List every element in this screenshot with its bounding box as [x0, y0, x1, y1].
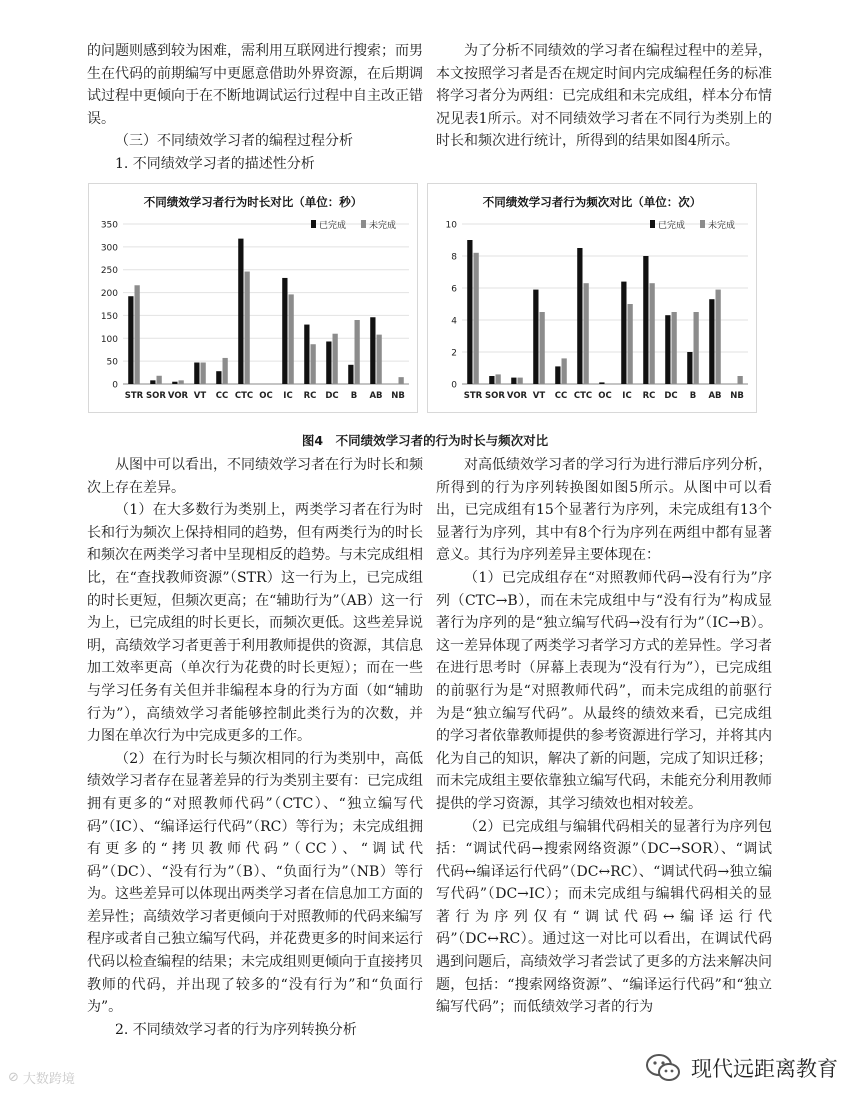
y-tick-label: 10: [445, 220, 457, 231]
x-tick-label: VOR: [167, 391, 189, 401]
bar-incomplete-vt: [540, 312, 545, 384]
bar-incomplete-ctc: [584, 283, 589, 384]
x-tick-label: STR: [463, 391, 483, 401]
x-tick-label: VT: [193, 391, 207, 401]
bar-completed-dc: [665, 315, 670, 384]
y-tick-label: 200: [100, 289, 118, 300]
frequency-chart-svg: [428, 184, 756, 412]
chart-title: 不同绩效学习者行为时长对比（单位：秒）: [143, 195, 363, 209]
bar-completed-cc: [555, 366, 560, 384]
bar-incomplete-vor: [518, 378, 523, 384]
y-tick-label: 6: [451, 284, 457, 295]
bar-completed-rc: [643, 256, 648, 384]
legend-swatch: [361, 220, 366, 228]
paragraph: （2）在行为时长与频次相同的行为类别中，高低绩效学习者存在显著差异的行为类别主要有：已完成组拥有更多的“对照教师代码”（CTC）、“独立编写代码”（IC）、“编译运行代码”（RC）等行为；未完成组拥有更多的“拷贝教师代码”（CC）、“调试代码”（DC）、“没有行为”（B）、“负面行为”（NB）等行为。这些差异可以体现出两类学习者在信息加工方面的差异性；高绩效学习者更倾向于对照教师的代码来编写程序或者自己独立编写代码，并花费更多的时间来运行代码以检查编程的结果；未完成组则更倾向于直接拷贝教师的代码，并出现了较多的“没有行为”和“负面行为”。: [87, 750, 423, 1016]
watermark-left: [8, 1068, 75, 1087]
bar-incomplete-vor: [179, 380, 184, 384]
bar-incomplete-str: [135, 285, 140, 384]
bar-completed-b: [687, 352, 692, 384]
x-tick-label: NB: [391, 391, 405, 401]
x-tick-label: IC: [622, 391, 632, 401]
bar-incomplete-ab: [716, 290, 721, 384]
bar-incomplete-ctc: [245, 272, 250, 384]
paragraph: 的问题则感到较为困难，需利用互联网进行搜索；而男生在代码的前期编写中更愿意借助外界资源，在后期调试过程中更倾向于在不断地调试运行过程中自主改正错误。: [87, 43, 423, 127]
x-tick-label: B: [689, 391, 697, 401]
figure-caption: 图4 不同绩效学习者的行为时长与频次对比: [301, 433, 549, 448]
duration-chart-svg: [89, 184, 417, 412]
bar-incomplete-str: [474, 253, 479, 384]
bar-completed-vt: [194, 363, 199, 384]
x-tick-label: STR: [124, 391, 144, 401]
y-tick-label: 350: [100, 220, 118, 231]
paragraph: （1）在大多数行为类别上，两类学习者在行为时长和行为频次上保持相同的趋势，但有两类行为的时长和频次在两类学习者中呈现相反的趋势。与未完成组相比，在“查找教师资源”（STR）这一行为上，已完成组的时长更短，但频次更高；在“辅助行为”（AB）这一行为上，已完成组的时长更长，而频次更低。这些差异说明，高绩效学习者更善于利用教师提供的资源，其信息加工效率更高（单次行为花费的时长更短）；而在一些与学习任务有关但并非编程本身的行为方面（如“辅助行为”），高绩效学习者能够控制此类行为的次数，并力图在单次行为中完成更多的工作。: [87, 502, 423, 745]
watermark-right-text: 现代远距离教育: [691, 1057, 838, 1081]
bar-completed-rc: [304, 325, 309, 384]
y-tick-label: 100: [100, 334, 118, 345]
bar-completed-oc: [599, 382, 604, 384]
bar-incomplete-cc: [223, 358, 228, 384]
bar-incomplete-b: [355, 320, 360, 384]
x-tick-label: AB: [369, 391, 383, 401]
paragraph: 对高低绩效学习者的学习行为进行滞后序列分析，所得到的行为序列转换图如图5所示。从图中可以看出，已完成组有15个显著行为序列，未完成组有13个显著行为序列，其中有8个行为序列在两组中都有显著意义。其行为序列差异主要体现在：: [436, 457, 772, 564]
frequency-chart: [427, 183, 757, 413]
legend-label: 已完成: [658, 221, 686, 231]
bar-completed-dc: [326, 341, 331, 384]
bar-incomplete-nb: [399, 377, 404, 384]
x-tick-label: SOR: [146, 391, 166, 401]
x-tick-label: RC: [642, 391, 656, 401]
bar-completed-ab: [370, 317, 375, 384]
bar-incomplete-ic: [628, 304, 633, 384]
bar-incomplete-ab: [377, 335, 382, 384]
y-tick-label: 0: [112, 380, 118, 391]
legend-label: 已完成: [319, 221, 347, 231]
bar-completed-b: [348, 365, 353, 384]
bar-incomplete-vt: [201, 363, 206, 384]
x-tick-label: DC: [664, 391, 678, 401]
bar-incomplete-dc: [672, 312, 677, 384]
x-tick-label: CTC: [573, 391, 593, 401]
bar-completed-ab: [709, 299, 714, 384]
y-tick-label: 0: [451, 380, 457, 391]
legend-label: 未完成: [369, 221, 397, 231]
y-tick-label: 150: [100, 311, 118, 322]
bar-completed-str: [467, 240, 472, 384]
right-top-text: [436, 40, 772, 153]
bar-completed-str: [128, 296, 133, 384]
x-tick-label: DC: [325, 391, 339, 401]
x-tick-label: CC: [215, 391, 229, 401]
bar-incomplete-rc: [650, 283, 655, 384]
legend-swatch: [311, 220, 316, 228]
y-tick-label: 4: [451, 316, 457, 327]
x-tick-label: RC: [303, 391, 317, 401]
y-tick-label: 300: [100, 243, 118, 254]
legend-swatch: [650, 220, 655, 228]
paragraph: 为了分析不同绩效的学习者在编程过程中的差异，本文按照学习者是否在规定时间内完成编程任务的标准将学习者分为两组：已完成组和未完成组，样本分布情况见表1所示。对不同绩效学习者在不同行为类别上的时长和频次进行统计，所得到的结果如图4所示。: [436, 43, 772, 150]
bar-completed-ctc: [577, 248, 582, 384]
bar-completed-cc: [216, 371, 221, 384]
bar-incomplete-sor: [157, 376, 162, 384]
wechat-icon: [645, 1052, 681, 1084]
x-tick-label: B: [350, 391, 358, 401]
bar-completed-vor: [172, 382, 177, 384]
bar-completed-vt: [533, 290, 538, 384]
x-tick-label: CTC: [234, 391, 254, 401]
bar-incomplete-sor: [496, 374, 501, 384]
link-icon: ⊘: [8, 1070, 19, 1085]
x-tick-label: IC: [283, 391, 293, 401]
y-tick-label: 8: [451, 252, 457, 263]
chart-title: 不同绩效学习者行为频次对比（单位：次）: [482, 195, 702, 209]
y-tick-label: 250: [100, 266, 118, 277]
x-tick-label: SOR: [485, 391, 505, 401]
bar-completed-vor: [511, 378, 516, 384]
bar-incomplete-b: [694, 312, 699, 384]
x-tick-label: NB: [730, 391, 744, 401]
paragraph: 1. 不同绩效学习者的描述性分析: [115, 155, 315, 172]
watermark-left-text: 大数跨境: [22, 1072, 75, 1087]
x-tick-label: CC: [554, 391, 568, 401]
paragraph: （1）已完成组存在“对照教师代码→没有行为”序列（CTC→B），而在未完成组中与“没有行为”构成显著行为序列的是“独立编写代码→没有行为”（IC→B）。这一差异体现了两类学习者学习方式的差异性。学习者在进行思考时（屏幕上表现为“没有行为”），已完成组的前驱行为是“对照教师代码”，而未完成组的前驱行为是“独立编写代码”。从最终的绩效来看，已完成组的学习者依靠教师提供的参考资源进行学习，并将其内化为自己的知识，解决了新的问题，完成了知识迁移；而未完成组主要依靠独立编写代码，未能充分利用教师提供的学习资源，其学习绩效也相对较差。: [436, 569, 772, 812]
y-tick-label: 50: [106, 357, 118, 368]
bar-completed-ic: [282, 278, 287, 384]
x-tick-label: VT: [532, 391, 546, 401]
bar-completed-ctc: [238, 239, 243, 384]
bar-completed-ic: [621, 282, 626, 384]
duration-chart: [88, 183, 418, 413]
watermark-right: [645, 1052, 838, 1084]
paragraph: （三）不同绩效学习者的编程过程分析: [115, 133, 353, 150]
legend-swatch: [700, 220, 705, 228]
right-bottom-text: [436, 454, 772, 1019]
paragraph: 2. 不同绩效学习者的行为序列转换分析: [115, 1021, 357, 1038]
bar-incomplete-dc: [333, 334, 338, 384]
left-top-text: [87, 40, 423, 176]
x-tick-label: OC: [259, 391, 273, 401]
bar-incomplete-cc: [562, 358, 567, 384]
bar-incomplete-ic: [289, 294, 294, 384]
left-bottom-text: [87, 454, 423, 1041]
bar-completed-sor: [489, 376, 494, 384]
y-tick-label: 2: [451, 348, 457, 359]
bar-incomplete-rc: [311, 344, 316, 384]
x-tick-label: AB: [708, 391, 722, 401]
paragraph: （2）已完成组与编辑代码相关的显著行为序列包括：“调试代码→搜索网络资源”（DC→SOR）、“调试代码↔编译运行代码”（DC↔RC）、“调试代码→独立编写代码”（DC→IC）；而未完成组与编辑代码相关的显著行为序列仅有“调试代码↔编译运行代码”（DC↔RC）。通过这一对比可以看出，在调试代码遇到问题后，高绩效学习者尝试了更多的方法来解决问题，包括：“搜索网络资源”、“编译运行代码”和“独立编写代码”；而低绩效学习者的行为: [436, 818, 772, 1016]
x-tick-label: VOR: [506, 391, 528, 401]
legend-label: 未完成: [708, 221, 736, 231]
bar-incomplete-nb: [738, 376, 743, 384]
x-tick-label: OC: [598, 391, 612, 401]
bar-completed-sor: [150, 380, 155, 384]
paragraph: 从图中可以看出，不同绩效学习者在行为时长和频次上存在差异。: [87, 457, 423, 496]
